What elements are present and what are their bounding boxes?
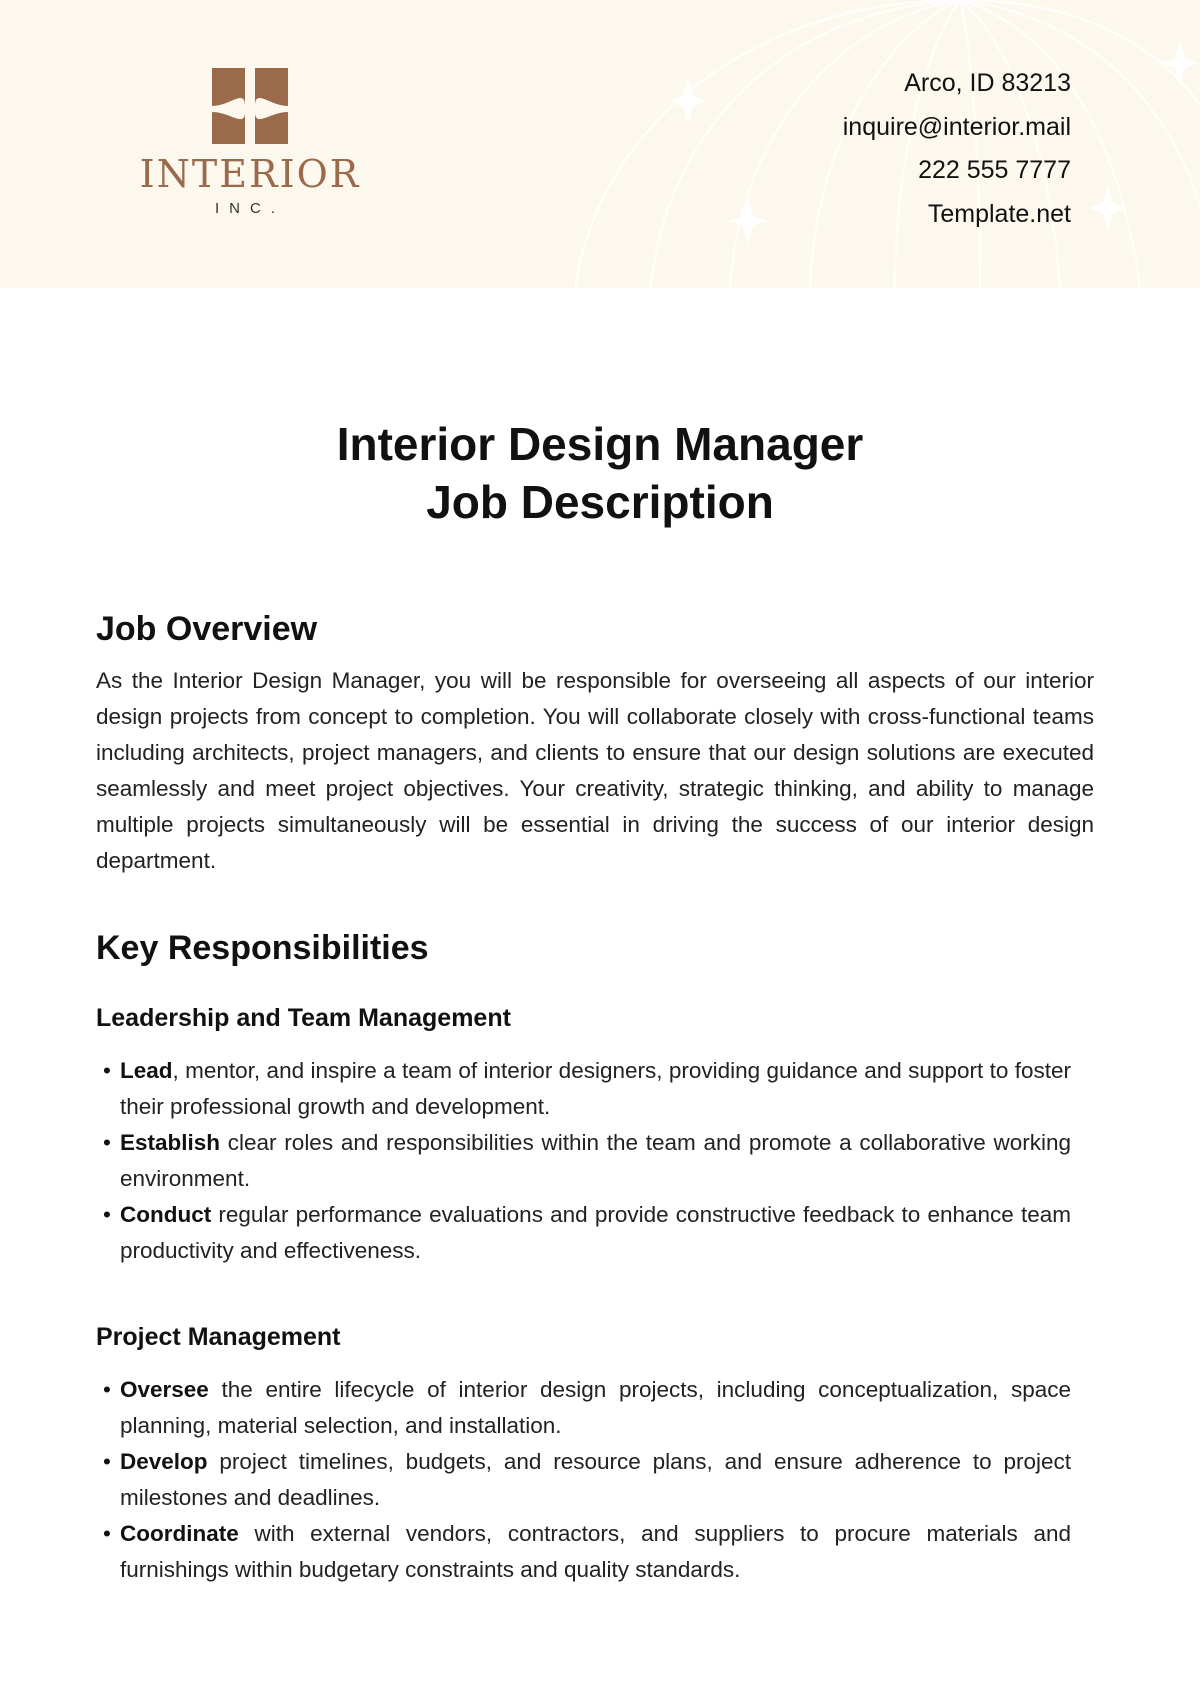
phone: 222 555 7777 (918, 156, 1071, 184)
list-item (100, 1444, 1071, 1516)
item-keyword: Conduct (120, 1202, 212, 1227)
page-title (0, 415, 1200, 531)
item-keyword: Lead (120, 1058, 173, 1083)
email: inquire@interior.mail (842, 112, 1071, 141)
list-item (100, 1197, 1071, 1269)
list-item (100, 1125, 1071, 1197)
item-text: the entire lifecycle of interior design projects, including conceptualization, space planning, material selection, and installation. (120, 1377, 1071, 1438)
section-heading: Leadership and Team Management (96, 1004, 511, 1032)
item-text: project timelines, budgets, and resource plans, and ensure adherence to project milestones and deadlines. (120, 1449, 1071, 1510)
address: Arco, ID 83213 (904, 69, 1071, 97)
item-keyword: Oversee (120, 1377, 209, 1402)
company-suffix: INC. (215, 200, 285, 217)
item-keyword: Establish (120, 1130, 221, 1155)
company-logo (110, 68, 390, 217)
leadership-list (100, 1053, 1071, 1269)
item-text: with external vendors, contractors, and suppliers to procure materials and furnishings within budgetary constraints and quality standards. (120, 1521, 1071, 1582)
website: Template.net (927, 199, 1071, 228)
overview-text: As the Interior Design Manager, you will be responsible for overseeing all aspects of our interior design projects from concept to completion. You will collaborate closely with cross-functional teams including architects, project managers, and clients to ensure that our design solutions are executed seamlessly and meet project objectives. Your creativity, strategic thinking, and ability to manage multiple projects simultaneously will be essential in driving the success of our interior design department. (96, 668, 1094, 873)
title-line-1: Interior Design Manager (336, 418, 864, 470)
responsibilities-heading: Key Responsibilities (96, 929, 429, 967)
item-text: , mentor, and inspire a team of interior designers, providing guidance and support to foster their professional growth and development. (120, 1058, 1071, 1119)
overview-heading: Job Overview (96, 610, 318, 648)
title-line-2: Job Description (426, 476, 774, 528)
project-management-list (100, 1372, 1071, 1588)
company-name: INTERIOR (139, 152, 361, 196)
document-body (96, 610, 1094, 1588)
item-text: regular performance evaluations and provide constructive feedback to enhance team productivity and effectiveness. (120, 1202, 1071, 1263)
list-item (100, 1372, 1071, 1444)
item-keyword: Coordinate (120, 1521, 239, 1546)
list-item (100, 1516, 1071, 1588)
list-item (100, 1053, 1071, 1125)
section-heading: Project Management (96, 1323, 341, 1351)
contact-info (843, 62, 1071, 236)
item-text: clear roles and responsibilities within the team and promote a collaborative working environment. (120, 1130, 1071, 1191)
letterhead (0, 0, 1200, 288)
logo-mark-icon (212, 68, 288, 144)
item-keyword: Develop (120, 1449, 208, 1474)
